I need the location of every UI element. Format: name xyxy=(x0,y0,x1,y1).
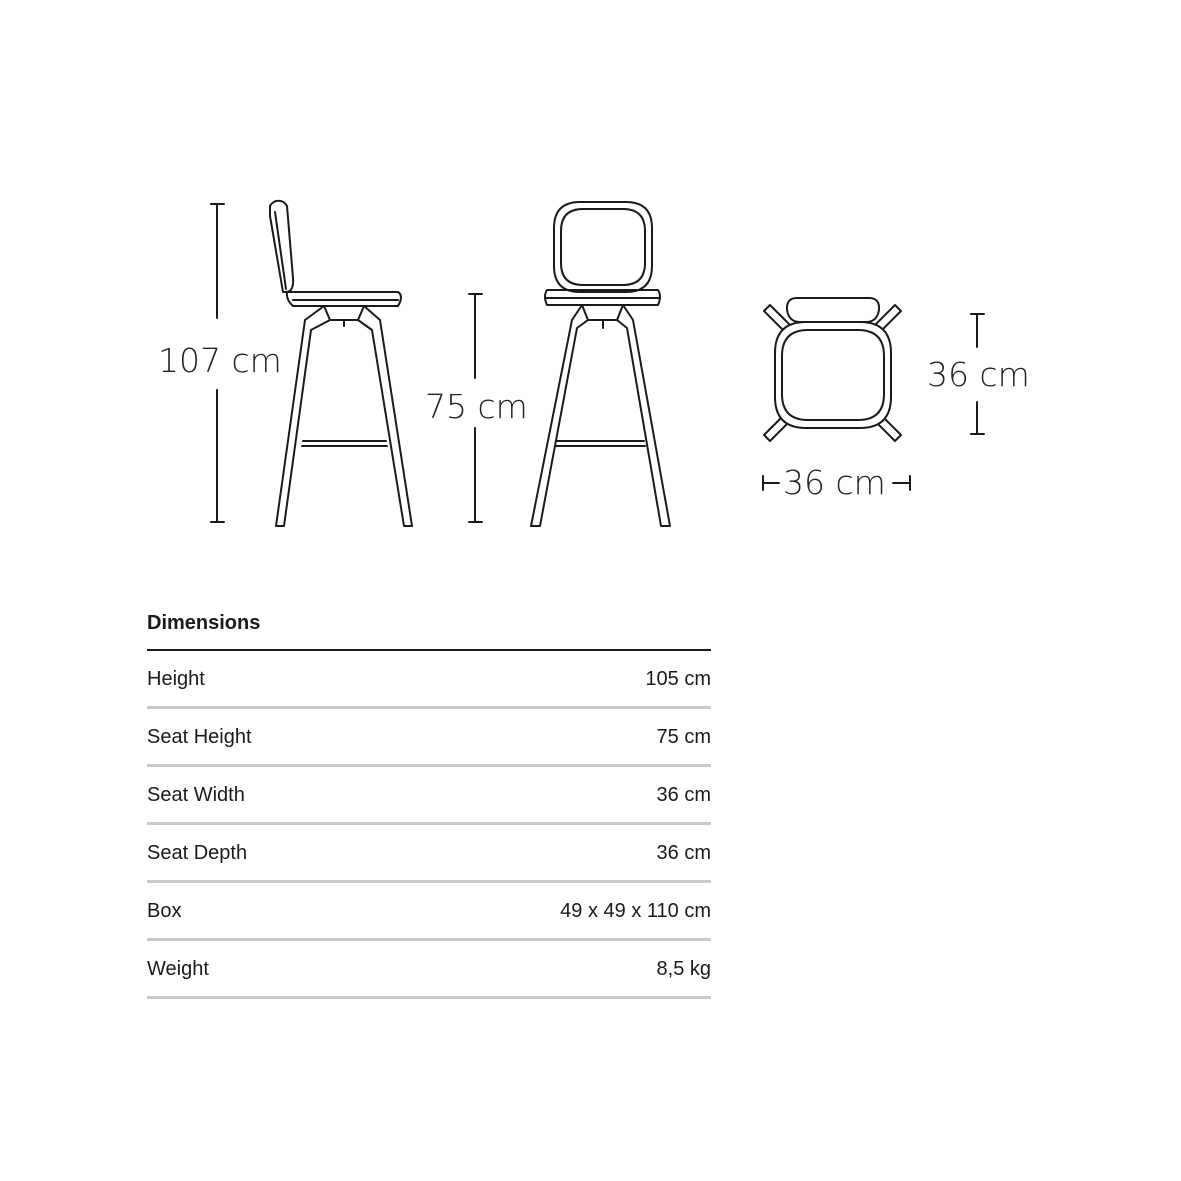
row-value: 36 cm xyxy=(656,842,711,864)
row-label: Weight xyxy=(147,958,209,980)
row-label: Seat Depth xyxy=(147,842,248,864)
width-dimension-label: 36 cm xyxy=(783,463,886,502)
row-value: 105 cm xyxy=(645,668,711,690)
seat-height-dimension-label: 75 cm xyxy=(425,387,528,426)
table-title: Dimensions xyxy=(147,605,711,651)
row-label: Box xyxy=(147,900,182,922)
depth-dimension-label: 36 cm xyxy=(927,355,1030,394)
front-view-stool xyxy=(531,202,670,526)
table-row xyxy=(147,941,711,999)
row-label: Seat Height xyxy=(147,726,252,748)
top-view-stool xyxy=(764,298,901,441)
height-dimension-label: 107 cm xyxy=(158,341,282,380)
table-row xyxy=(147,651,711,709)
dimensions-table xyxy=(147,605,711,999)
row-label: Seat Width xyxy=(147,784,245,806)
table-row xyxy=(147,883,711,941)
side-view-stool xyxy=(270,201,412,526)
row-value: 49 x 49 x 110 cm xyxy=(560,900,711,922)
row-value: 75 cm xyxy=(656,726,711,748)
table-row xyxy=(147,709,711,767)
table-row xyxy=(147,825,711,883)
row-value: 36 cm xyxy=(656,784,711,806)
row-label: Height xyxy=(147,668,205,690)
row-value: 8,5 kg xyxy=(656,958,711,980)
table-row xyxy=(147,767,711,825)
